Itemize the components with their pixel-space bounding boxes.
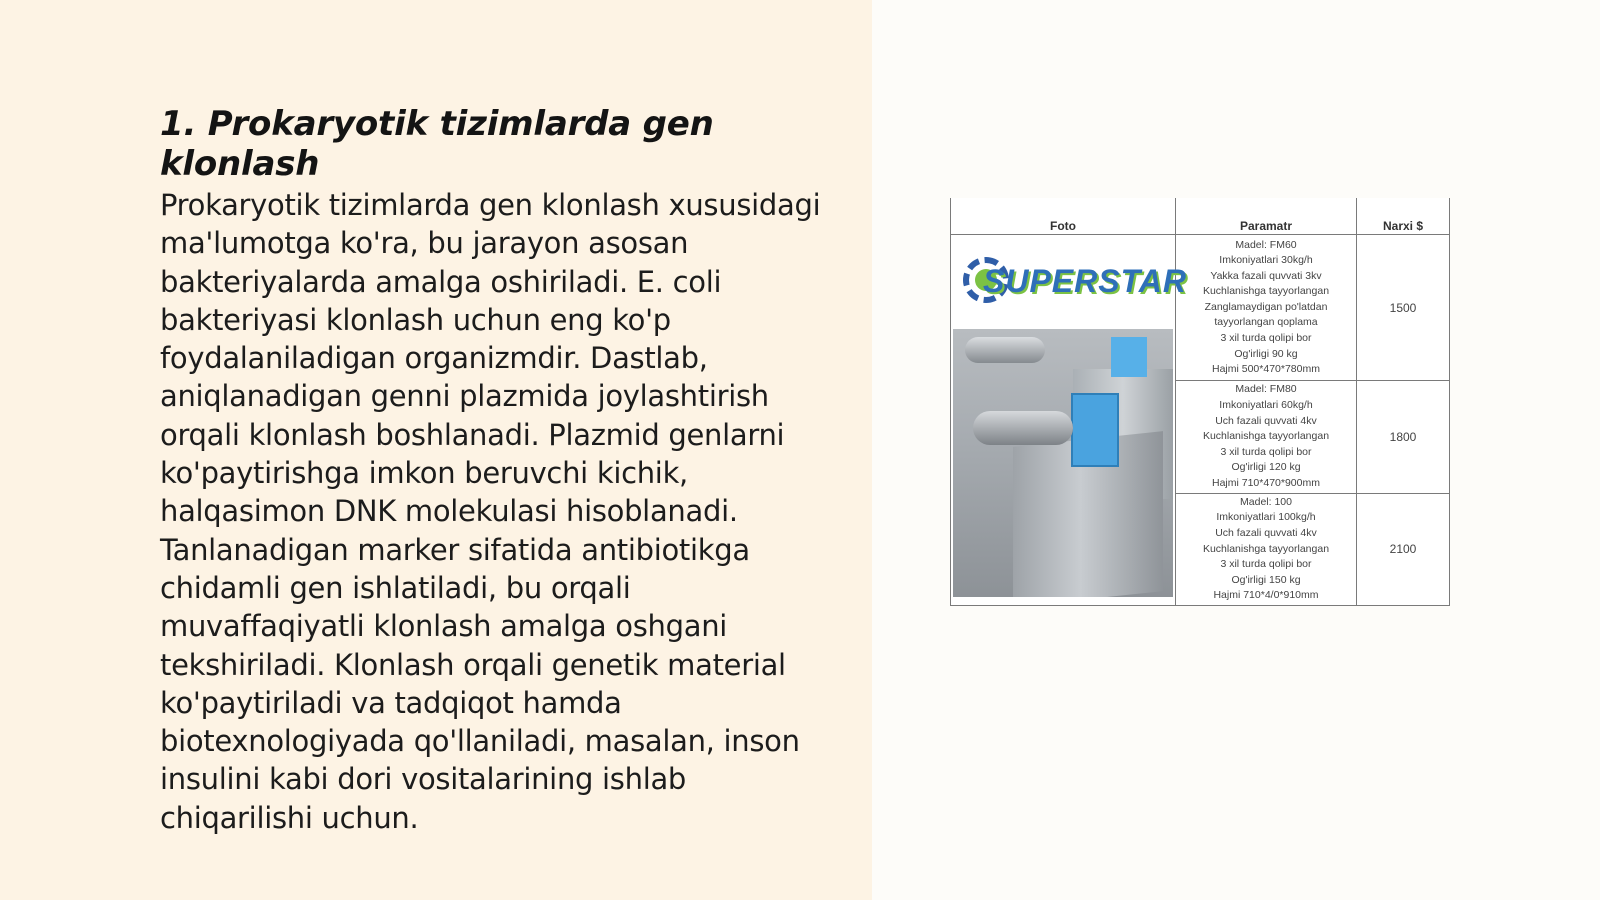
header-narxi: Narxi $ bbox=[1357, 198, 1450, 235]
param-cell bbox=[1176, 235, 1357, 381]
param-line: Yakka fazali quvvati 3kv bbox=[1210, 269, 1322, 282]
header-paramatr: Paramatr bbox=[1176, 198, 1357, 235]
param-line: Imkoniyatlari 100kg/h bbox=[1216, 511, 1316, 524]
slide-title: 1. Prokaryotik tizimlarda gen klonlash bbox=[160, 104, 714, 184]
param-line: Kuchlanishga tayyorlangan bbox=[1202, 430, 1330, 443]
param-line: 3 xil turda qolipi bor bbox=[1220, 332, 1312, 345]
machine-rear-motor bbox=[1111, 337, 1147, 377]
param-line: Hajmi 710*4/0*910mm bbox=[1213, 589, 1319, 602]
header-foto: Foto bbox=[951, 198, 1176, 235]
param-line: tayyorlangan qoplama bbox=[1214, 316, 1318, 329]
slide-body-text: Prokaryotik tizimlarda gen klonlash xususidagi ma'lumotga ko'ra, bu jarayon asosan bakteriyalarda amalga oshiriladi. E. coli bakteriyasi klonlash uchun eng ko'p foydalaniladigan organizmdir. Dastlab, aniqlanadigan genni plazmida joylashtirish orqali klonlash boshlanadi. Plazmid genlarni ko'paytirishga imkon beruvchi kichik, halqasimon DNK molekulasi hisoblanadi. Tanlanadigan marker sifatida antibiotikga chidamli gen ishlatiladi, bu orqali muvaffaqiyatli klonlash amalga oshgani tekshiriladi. Klonlash orqali genetik material ko'paytiriladi va tadqiqot hamda biotexnologiyada qo'llaniladi, masalan, inson insulini kabi dori vositalarining ishlab chiqarilishi uchun. bbox=[160, 188, 821, 835]
price-cell: 1800 bbox=[1357, 381, 1450, 493]
param-line: Madel: 100 bbox=[1240, 495, 1292, 508]
param-line: Uch fazali quvvati 4kv bbox=[1215, 414, 1317, 427]
param-line: Zanglamaydigan po'latdan bbox=[1204, 300, 1328, 313]
param-cell bbox=[1176, 381, 1357, 493]
param-line: Imkoniyatlari 60kg/h bbox=[1219, 399, 1313, 412]
param-cell bbox=[1176, 493, 1357, 605]
machine-motor bbox=[1071, 393, 1119, 467]
param-line: Og'irligi 90 kg bbox=[1234, 347, 1298, 360]
machine-photo bbox=[953, 329, 1173, 597]
param-line: Og'irligi 150 kg bbox=[1231, 573, 1301, 586]
param-line: Madel: FM80 bbox=[1235, 383, 1297, 396]
param-line: Uch fazali quvvati 4kv bbox=[1215, 526, 1317, 539]
param-line: 3 xil turda qolipi bor bbox=[1220, 445, 1312, 458]
param-line: Hajmi 500*470*780mm bbox=[1212, 363, 1320, 376]
price-table-image bbox=[950, 198, 1450, 606]
param-line: Hajmi 710*470*900mm bbox=[1212, 477, 1320, 490]
price-cell: 2100 bbox=[1357, 493, 1450, 605]
price-table bbox=[950, 198, 1450, 606]
param-line: 3 xil turda qolipi bor bbox=[1220, 558, 1312, 571]
logo-text: SUPERSTAR bbox=[983, 263, 1187, 299]
param-line: Kuchlanishga tayyorlangan bbox=[1202, 542, 1330, 555]
table-header-row bbox=[951, 198, 1450, 235]
param-line: Og'irligi 120 kg bbox=[1231, 461, 1301, 474]
machine-tube bbox=[973, 411, 1073, 445]
param-line: Madel: FM60 bbox=[1235, 238, 1297, 251]
machine-rear-tube bbox=[965, 337, 1045, 363]
superstar-logo bbox=[953, 237, 1187, 327]
table-row bbox=[951, 235, 1450, 381]
price-cell: 1500 bbox=[1357, 235, 1450, 381]
photo-cell bbox=[951, 235, 1187, 606]
param-line: Imkoniyatlari 30kg/h bbox=[1219, 254, 1313, 267]
param-line: Kuchlanishga tayyorlangan bbox=[1202, 285, 1330, 298]
